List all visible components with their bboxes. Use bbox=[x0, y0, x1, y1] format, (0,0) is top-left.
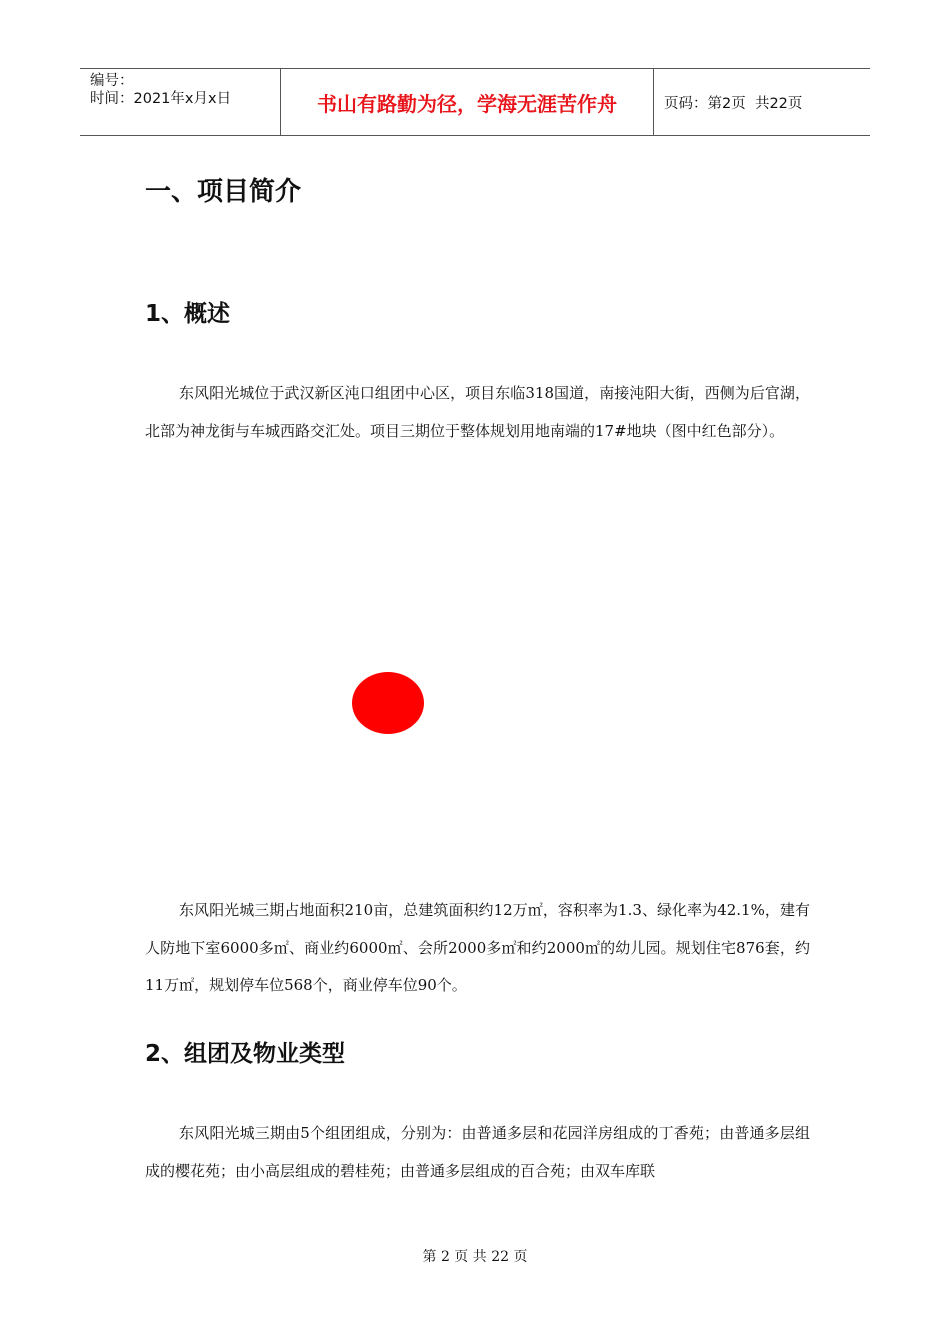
header-info-cell bbox=[80, 69, 281, 135]
groups-paragraph: 东风阳光城三期由5个组团组成，分别为：由普通多层和花园洋房组成的丁香苑；由普通多层组成的樱花苑；由小高层组成的碧桂苑；由普通多层组成的百合苑；由双车库联 bbox=[145, 1124, 810, 1180]
header-page-info: 页码：第2页 共22页 bbox=[664, 95, 803, 112]
time-label: 时间：2021年x月x日 bbox=[90, 91, 232, 107]
subsection-title-overview: 1、概述 bbox=[145, 301, 231, 327]
page-footer: 第 2 页 共 22 页 bbox=[422, 1249, 528, 1265]
page-header bbox=[80, 68, 870, 136]
phase3-stats-paragraph: 东风阳光城三期占地面积210亩，总建筑面积约12万㎡，容积率为1.3、绿化率为42.1%，建有人防地下室6000多㎡、商业约6000㎡、会所2000多㎡和约2000㎡的幼儿园。规划住宅876套，约11万㎡，规划停车位568个，商业停车位90个。 bbox=[145, 901, 810, 994]
section-title: 一、项目简介 bbox=[145, 177, 302, 207]
overview-paragraph: 东风阳光城位于武汉新区沌口组团中心区，项目东临318国道，南接沌阳大街，西侧为后官湖，北部为神龙街与车城西路交汇处。项目三期位于整体规划用地南端的17#地块（图中红色部分）。 bbox=[145, 384, 810, 440]
number-label: 编号： bbox=[90, 73, 134, 89]
site-marker-red bbox=[352, 672, 424, 734]
subsection-title-groups: 2、组团及物业类型 bbox=[145, 1041, 346, 1067]
header-motto: 书山有路勤为径，学海无涯苦作舟 bbox=[281, 69, 654, 135]
